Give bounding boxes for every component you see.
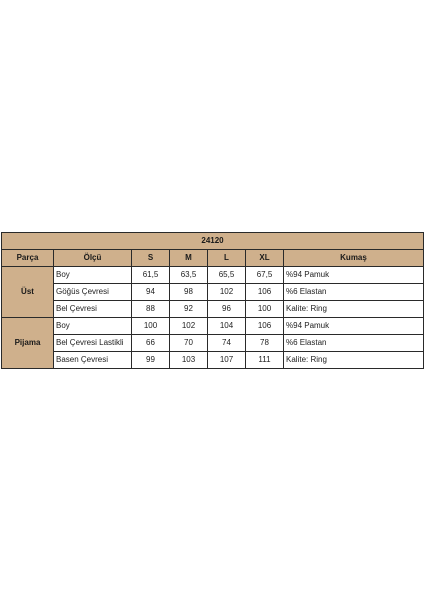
fabric-value: %94 Pamuk	[284, 267, 424, 284]
header-row	[2, 250, 424, 267]
table-row	[2, 335, 424, 352]
size-xl-value: 106	[246, 318, 284, 335]
size-l-value: 104	[208, 318, 246, 335]
size-l-value: 96	[208, 301, 246, 318]
size-m-value: 98	[170, 284, 208, 301]
size-s-value: 66	[132, 335, 170, 352]
table-row	[2, 284, 424, 301]
table-row	[2, 352, 424, 369]
part-label-pijama: Pijama	[2, 318, 54, 369]
header-size-m: M	[170, 250, 208, 267]
size-xl-value: 78	[246, 335, 284, 352]
product-code: 24120	[2, 233, 424, 250]
header-fabric: Kumaş	[284, 250, 424, 267]
fabric-value: Kalite: Ring	[284, 301, 424, 318]
measure-label: Göğüs Çevresi	[54, 284, 132, 301]
size-l-value: 74	[208, 335, 246, 352]
fabric-value: %6 Elastan	[284, 284, 424, 301]
size-m-value: 70	[170, 335, 208, 352]
size-xl-value: 111	[246, 352, 284, 369]
fabric-value: %94 Pamuk	[284, 318, 424, 335]
table-row	[2, 318, 424, 335]
part-label-ust: Üst	[2, 267, 54, 318]
size-s-value: 94	[132, 284, 170, 301]
header-size-l: L	[208, 250, 246, 267]
size-l-value: 65,5	[208, 267, 246, 284]
size-m-value: 103	[170, 352, 208, 369]
measure-label: Bel Çevresi	[54, 301, 132, 318]
header-size-s: S	[132, 250, 170, 267]
size-s-value: 61,5	[132, 267, 170, 284]
header-part: Parça	[2, 250, 54, 267]
size-s-value: 100	[132, 318, 170, 335]
size-m-value: 92	[170, 301, 208, 318]
measure-label: Boy	[54, 267, 132, 284]
size-xl-value: 100	[246, 301, 284, 318]
size-xl-value: 67,5	[246, 267, 284, 284]
size-m-value: 102	[170, 318, 208, 335]
measure-label: Basen Çevresi	[54, 352, 132, 369]
table-row	[2, 267, 424, 284]
size-s-value: 99	[132, 352, 170, 369]
measure-label: Bel Çevresi Lastikli	[54, 335, 132, 352]
size-m-value: 63,5	[170, 267, 208, 284]
table-row	[2, 301, 424, 318]
title-row	[2, 233, 424, 250]
size-xl-value: 106	[246, 284, 284, 301]
size-s-value: 88	[132, 301, 170, 318]
header-measure: Ölçü	[54, 250, 132, 267]
fabric-value: Kalite: Ring	[284, 352, 424, 369]
fabric-value: %6 Elastan	[284, 335, 424, 352]
measure-label: Boy	[54, 318, 132, 335]
header-size-xl: XL	[246, 250, 284, 267]
size-chart-table	[1, 232, 424, 369]
size-l-value: 102	[208, 284, 246, 301]
size-l-value: 107	[208, 352, 246, 369]
